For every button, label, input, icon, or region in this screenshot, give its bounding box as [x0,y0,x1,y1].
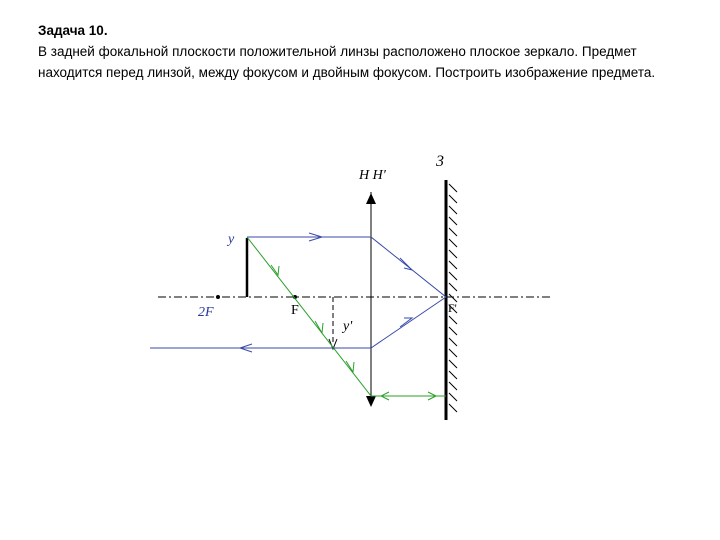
task-title: Задача 10. [38,23,108,38]
hatch-line [449,393,457,401]
double-focus-point [216,295,220,299]
hatch-line [449,382,457,390]
hatch-line [449,250,457,258]
label-back-focus: F' [448,301,457,315]
hatch-line [449,316,457,324]
lens-bottom-arrow [366,396,376,407]
hatch-line [449,349,457,357]
hatch-line [449,217,457,225]
task-description: В задней фокальной плоскости положительной линзы расположено плоское зеркало. Предмет находится перед линзой, между фокусом и двойным фокусом. Построить изображение предмета. [38,44,656,80]
hatch-line [449,327,457,335]
lens-top-arrow [366,193,376,204]
mirror-hatching [449,184,457,412]
label-mirror: 3 [436,153,444,170]
label-double-focus: 2F [198,305,214,320]
hatch-line [449,404,457,412]
label-image: y' [343,319,353,334]
label-focus: F [291,303,299,318]
label-principal-planes: H H' [359,168,386,183]
hatch-line [449,272,457,280]
hatch-line [449,184,457,192]
hatch-line [449,283,457,291]
parallel-ray [150,233,446,352]
hatch-line [449,228,457,236]
hatch-line [449,239,457,247]
hatch-line [449,371,457,379]
hatch-line [449,360,457,368]
label-object: y [228,232,235,247]
hatch-line [449,206,457,214]
hatch-line [449,195,457,203]
hatch-line [449,261,457,269]
hatch-line [449,338,457,346]
